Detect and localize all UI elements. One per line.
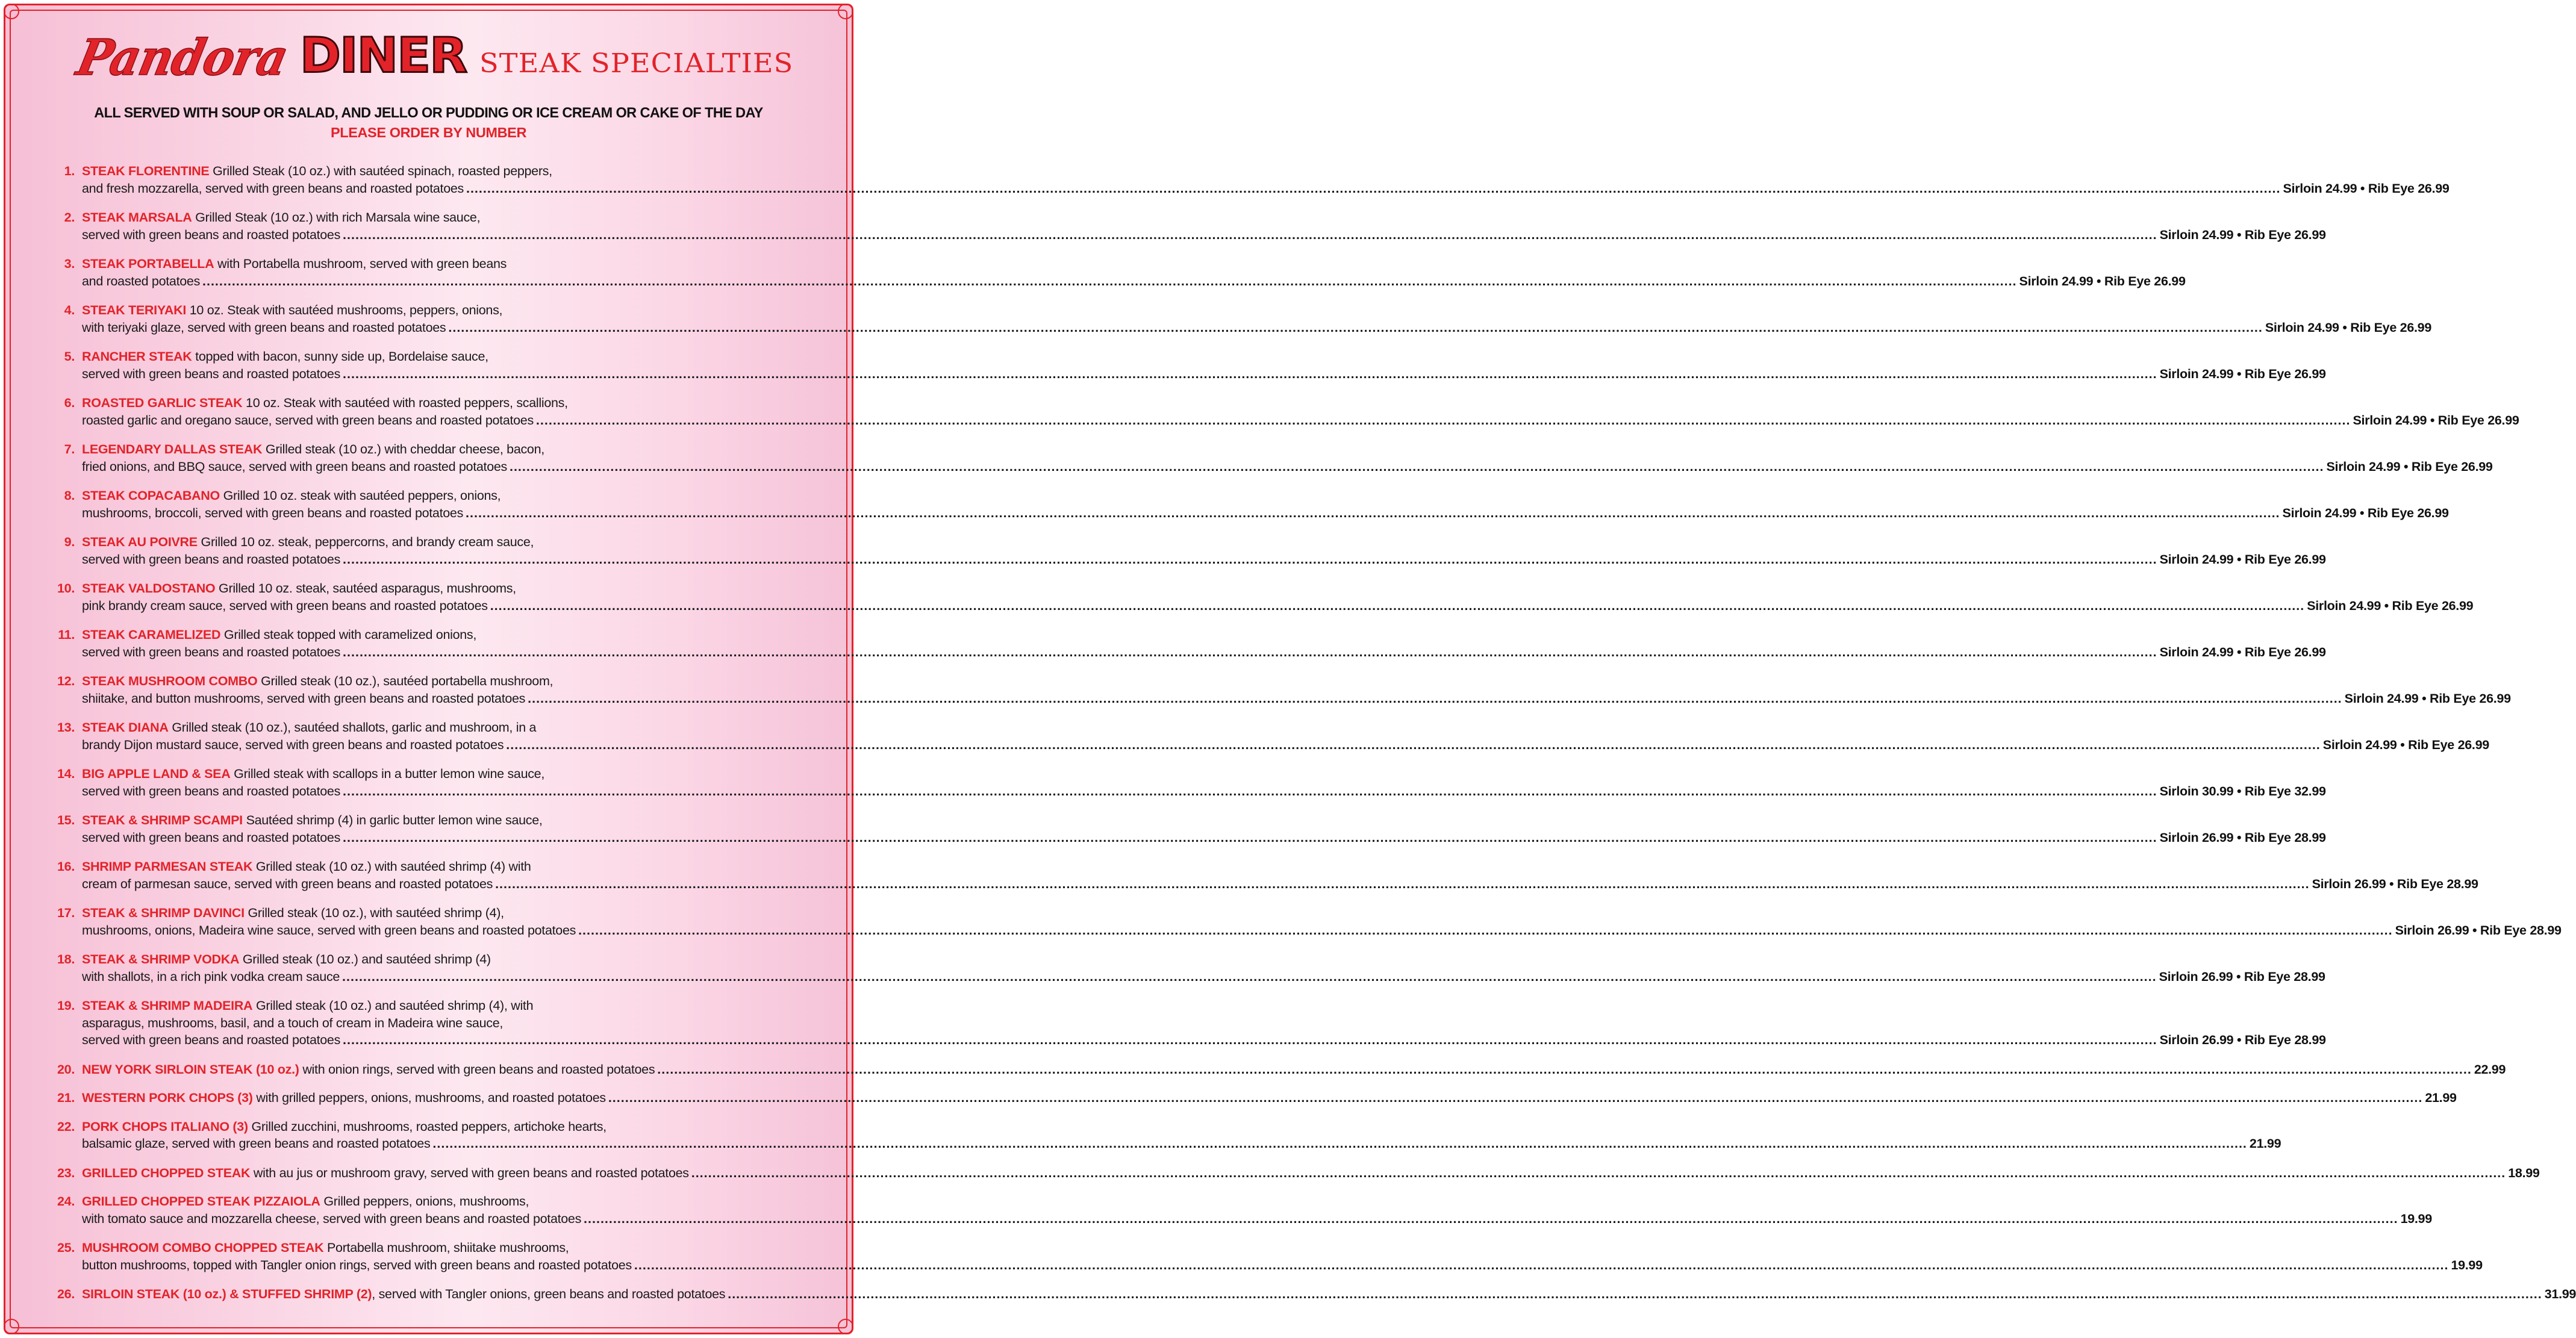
brand-logo-script: Pandora — [72, 28, 293, 87]
item-description-text: served with green beans and roasted potatoes — [82, 366, 341, 381]
dot-leader — [343, 644, 2157, 661]
item-price: Sirloin 24.99 • Rib Eye 26.99 — [2344, 691, 2511, 706]
item-description-line — [82, 673, 2511, 690]
item-price-line — [82, 829, 2326, 847]
item-price: Sirloin 24.99 • Rib Eye 26.99 — [2282, 505, 2449, 520]
item-description — [82, 1165, 689, 1182]
item-body — [82, 1089, 2457, 1107]
item-price-line — [82, 968, 2325, 986]
item-description-text: mushrooms, onions, Madeira wine sauce, served with green beans and roasted potatoes — [82, 923, 576, 938]
item-description-line — [82, 951, 2325, 968]
item-description: with Portabella mushroom, served with green beans — [217, 257, 507, 271]
item-body — [82, 441, 2493, 475]
menu-item — [52, 534, 2326, 568]
item-description-line — [82, 163, 2450, 180]
item-price: Sirloin 24.99 • Rib Eye 26.99 — [2283, 181, 2450, 196]
item-price-line — [82, 783, 2326, 800]
item-number: 8. — [64, 488, 75, 503]
item-description-line — [82, 209, 2326, 226]
menu-item — [52, 951, 2325, 985]
item-number: 19. — [57, 998, 75, 1013]
item-price: Sirloin 26.99 • Rib Eye 28.99 — [2159, 1033, 2326, 1047]
item-body — [82, 1193, 2432, 1227]
item-name: MUSHROOM COMBO CHOPPED STEAK — [82, 1240, 324, 1255]
item-description — [82, 412, 534, 429]
item-body — [82, 580, 2473, 614]
item-name: STEAK MARSALA — [82, 210, 192, 225]
item-price: Sirloin 24.99 • Rib Eye 26.99 — [2322, 737, 2489, 752]
item-price: Sirloin 26.99 • Rib Eye 28.99 — [2159, 969, 2325, 984]
item-body — [82, 812, 2326, 846]
item-description — [82, 1210, 581, 1228]
item-body — [82, 626, 2326, 661]
item-description: Grilled 10 oz. steak, sautéed asparagus, mushrooms, — [219, 581, 516, 596]
item-description-text: with onion rings, served with green beans and roasted potatoes — [302, 1062, 655, 1077]
item-name: RANCHER STEAK — [82, 349, 192, 364]
item-body — [82, 997, 2326, 1049]
item-name: STEAK COPACABANO — [82, 488, 220, 503]
item-name: BIG APPLE LAND & SEA — [82, 767, 231, 781]
item-description — [82, 366, 340, 383]
item-description-line — [82, 580, 2473, 597]
item-description: Grilled steak (10 oz.), with sautéed shrimp (4), — [248, 906, 504, 920]
item-name: STEAK PORTABELLA — [82, 257, 214, 271]
item-description — [82, 1089, 606, 1107]
item-name: SHRIMP PARMESAN STEAK — [82, 859, 253, 874]
item-price: 21.99 — [2425, 1091, 2457, 1105]
item-price-line — [82, 551, 2326, 568]
dot-leader — [448, 319, 2263, 337]
item-body — [82, 255, 2186, 290]
item-description — [82, 319, 446, 337]
item-number: 25. — [57, 1240, 75, 1255]
menu-item — [52, 302, 2431, 336]
item-price: Sirloin 24.99 • Rib Eye 26.99 — [2265, 320, 2431, 335]
item-body — [82, 487, 2449, 521]
dot-leader — [343, 551, 2157, 568]
item-price-line — [82, 1165, 2540, 1182]
item-description-line — [82, 255, 2186, 273]
item-description: Grilled 10 oz. steak with sautéed peppers, onions, — [223, 488, 501, 503]
item-number: 4. — [64, 303, 75, 317]
item-description — [82, 180, 464, 198]
item-description-text: and fresh mozzarella, served with green beans and roasted potatoes — [82, 181, 464, 196]
item-number: 22. — [57, 1119, 75, 1134]
item-description — [82, 273, 200, 290]
menu-item — [52, 348, 2326, 382]
dot-leader — [343, 783, 2157, 800]
item-description-text: served with green beans and roasted potatoes — [82, 644, 341, 659]
menu-item — [52, 997, 2326, 1049]
item-description-text: with shallots, in a rich pink vodka cream sauce — [82, 969, 340, 984]
dot-leader — [202, 273, 2017, 290]
menu-item — [52, 255, 2186, 290]
item-price-line — [82, 1089, 2457, 1107]
dot-leader — [506, 736, 2321, 754]
brand-logo-diner: DINER — [299, 27, 467, 84]
item-description-line — [82, 1193, 2432, 1210]
item-description-text: button mushrooms, topped with Tangler onion rings, served with green beans and roasted potatoes — [82, 1257, 632, 1272]
item-price: Sirloin 24.99 • Rib Eye 26.99 — [2159, 644, 2326, 659]
item-description — [82, 458, 507, 476]
item-description-line — [82, 719, 2489, 736]
menu-item — [52, 673, 2511, 707]
item-description — [82, 876, 493, 893]
item-price: Sirloin 24.99 • Rib Eye 26.99 — [2019, 273, 2186, 288]
item-number: 7. — [64, 442, 75, 456]
dot-leader — [536, 412, 2351, 429]
item-price: 19.99 — [2400, 1211, 2432, 1226]
dot-leader — [528, 690, 2342, 708]
corner-ornament — [4, 1319, 19, 1334]
item-description-text: roasted garlic and oregano sauce, served with green beans and roasted potatoes — [82, 412, 534, 428]
item-body — [82, 1118, 2281, 1153]
item-description-text: fried onions, and BBQ sauce, served with green beans and roasted potatoes — [82, 459, 507, 474]
item-description: Grilled steak (10 oz.) with cheddar cheese, bacon, — [265, 442, 544, 456]
item-price: 22.99 — [2474, 1062, 2506, 1077]
item-number: 18. — [57, 952, 75, 966]
item-number: 3. — [64, 257, 75, 271]
item-description — [82, 783, 340, 800]
item-body — [82, 1165, 2540, 1182]
menu-item — [52, 858, 2478, 892]
dot-leader — [343, 1032, 2157, 1049]
item-description-line — [82, 1239, 2483, 1257]
item-description: Sautéed shrimp (4) in garlic butter lemon wine sauce, — [246, 813, 543, 827]
item-description — [82, 551, 340, 568]
item-price-line — [82, 922, 2562, 939]
dot-leader — [584, 1210, 2398, 1228]
dot-leader — [608, 1089, 2423, 1107]
item-price: Sirloin 26.99 • Rib Eye 28.99 — [2312, 876, 2478, 891]
item-price-line — [82, 412, 2519, 429]
item-name: STEAK CARAMELIZED — [82, 627, 221, 642]
item-price-line — [82, 1257, 2483, 1274]
menu-item — [52, 765, 2326, 800]
menu-item — [52, 1165, 2540, 1182]
item-price-line — [82, 644, 2326, 661]
item-price: Sirloin 24.99 • Rib Eye 26.99 — [2326, 459, 2493, 474]
item-description — [82, 644, 340, 661]
item-description: Grilled steak (10 oz.), sautéed shallots, garlic and mushroom, in a — [172, 720, 537, 735]
item-description: Grilled steak (10 oz.) and sautéed shrimp (4), with — [255, 998, 534, 1013]
item-description — [82, 736, 504, 754]
item-price-line — [82, 1032, 2326, 1049]
item-name: PORK CHOPS ITALIANO (3) — [82, 1119, 248, 1134]
item-number: 17. — [57, 906, 75, 920]
item-body — [82, 765, 2326, 800]
dot-leader — [691, 1165, 2506, 1182]
item-description — [82, 597, 488, 615]
menu-item — [52, 1286, 2576, 1303]
item-price-line — [82, 1135, 2281, 1153]
item-description — [82, 505, 463, 522]
item-description: topped with bacon, sunny side up, Bordelaise sauce, — [195, 349, 488, 364]
dot-leader — [466, 180, 2281, 198]
item-description-text: shiitake, and button mushrooms, served with green beans and roasted potatoes — [82, 691, 526, 706]
item-description-text: served with green beans and roasted potatoes — [82, 227, 341, 242]
item-description — [82, 1061, 655, 1078]
menu-item — [52, 580, 2474, 614]
corner-ornament — [4, 4, 19, 19]
item-number: 14. — [57, 767, 75, 781]
item-description-text: with au jus or mushroom gravy, served with green beans and roasted potatoes — [253, 1165, 689, 1180]
item-name: NEW YORK SIRLOIN STEAK (10 oz.) — [82, 1062, 299, 1077]
item-price-line — [82, 319, 2431, 337]
item-number: 21. — [57, 1091, 75, 1105]
item-number: 10. — [57, 581, 75, 596]
item-description-text: , served with Tangler onions, green beans and roasted potatoes — [372, 1287, 726, 1301]
menu-item — [52, 812, 2326, 846]
item-description-line — [82, 765, 2326, 783]
item-description-text: cream of parmesan sauce, served with green beans and roasted potatoes — [82, 876, 493, 891]
item-body — [82, 163, 2450, 197]
dot-leader — [466, 505, 2280, 522]
item-description-text: balsamic glaze, served with green beans and roasted potatoes — [82, 1136, 431, 1151]
item-price-line — [82, 505, 2449, 522]
item-description — [82, 1257, 632, 1274]
item-price: 18.99 — [2508, 1165, 2540, 1180]
item-number: 1. — [64, 164, 75, 178]
item-body — [82, 719, 2489, 753]
item-price: Sirloin 26.99 • Rib Eye 28.99 — [2159, 830, 2326, 845]
item-price: Sirloin 24.99 • Rib Eye 26.99 — [2353, 412, 2519, 428]
menu-item — [52, 904, 2562, 939]
item-number: 13. — [57, 720, 75, 735]
item-description — [82, 968, 340, 986]
item-price-line — [82, 736, 2489, 754]
item-description-text: brandy Dijon mustard sauce, served with green beans and roasted potatoes — [82, 737, 504, 752]
item-body — [82, 302, 2431, 336]
item-description-line — [82, 487, 2449, 505]
item-description-line — [82, 858, 2478, 876]
item-description-line — [82, 626, 2326, 644]
item-description-line — [82, 302, 2431, 319]
item-description-line — [82, 394, 2519, 412]
item-body — [82, 1239, 2483, 1274]
item-description — [82, 829, 340, 847]
menu-item — [52, 394, 2519, 429]
item-name: STEAK & SHRIMP VODKA — [82, 952, 240, 966]
item-body — [82, 209, 2326, 243]
item-description-text: with tomato sauce and mozzarella cheese, served with green beans and roasted potatoes — [82, 1211, 582, 1226]
dot-leader — [490, 597, 2305, 615]
item-description-text: served with green beans and roasted potatoes — [82, 552, 341, 567]
item-body — [82, 951, 2325, 985]
item-description — [82, 690, 525, 708]
item-price-line — [82, 1210, 2432, 1228]
menu-item — [52, 441, 2493, 475]
dot-leader — [343, 226, 2157, 244]
menu-item — [52, 1239, 2483, 1274]
dot-leader — [510, 458, 2324, 476]
menu-item — [52, 719, 2489, 753]
menu-item — [52, 1089, 2457, 1107]
item-number: 23. — [57, 1165, 75, 1180]
item-description: Grilled steak (10 oz.) with sautéed shrimp (4) with — [255, 859, 531, 874]
item-description — [82, 1286, 725, 1303]
item-name: GRILLED CHOPPED STEAK — [82, 1165, 251, 1180]
order-by-number-note: PLEASE ORDER BY NUMBER — [330, 125, 527, 140]
item-number: 16. — [57, 859, 75, 874]
menu-item — [52, 209, 2326, 243]
item-description-text: with grilled peppers, onions, mushrooms, and roasted potatoes — [256, 1091, 606, 1105]
item-price-line — [82, 273, 2186, 290]
menu-item — [52, 626, 2326, 661]
item-number: 24. — [57, 1194, 75, 1209]
item-name: STEAK FLORENTINE — [82, 164, 210, 178]
menu-item — [52, 1193, 2432, 1227]
item-number: 9. — [64, 535, 75, 549]
item-description — [82, 1135, 430, 1153]
item-body — [82, 904, 2562, 939]
item-price: 31.99 — [2544, 1287, 2576, 1301]
item-price-line — [82, 690, 2511, 708]
dot-leader — [728, 1286, 2542, 1303]
item-description-line — [82, 1118, 2281, 1136]
served-with-notice: ALL SERVED WITH SOUP OR SALAD, AND JELLO OR PUDDING OR ICE CREAM OR CAKE OF THE DAY — [94, 104, 763, 121]
item-price: 21.99 — [2249, 1136, 2281, 1151]
menu-item — [52, 1118, 2281, 1153]
item-description: 10 oz. Steak with sautéed mushrooms, peppers, onions, — [189, 303, 503, 317]
menu-item — [52, 163, 2450, 197]
item-name: STEAK DIANA — [82, 720, 169, 735]
item-description: Grilled steak with scallops in a butter lemon wine sauce, — [234, 767, 545, 781]
item-name: STEAK AU POIVRE — [82, 535, 198, 549]
item-number: 20. — [57, 1062, 75, 1077]
item-description: Grilled steak (10 oz.) and sautéed shrimp (4) — [242, 952, 491, 966]
item-name: ROASTED GARLIC STEAK — [82, 396, 243, 410]
item-description-line — [82, 812, 2326, 829]
dot-leader — [432, 1135, 2247, 1153]
item-description — [82, 226, 340, 244]
item-price-line — [82, 366, 2326, 383]
item-body — [82, 1286, 2576, 1303]
item-number: 15. — [57, 813, 75, 827]
item-price: Sirloin 24.99 • Rib Eye 26.99 — [2307, 598, 2474, 613]
item-body — [82, 673, 2511, 707]
item-price-line — [82, 597, 2473, 615]
menu-header — [0, 27, 857, 87]
item-description: Grilled Steak (10 oz.) with rich Marsala wine sauce, — [195, 210, 481, 225]
item-name: STEAK & SHRIMP SCAMPI — [82, 813, 243, 827]
item-description — [82, 922, 576, 939]
item-name: STEAK VALDOSTANO — [82, 581, 216, 596]
item-price: Sirloin 26.99 • Rib Eye 28.99 — [2395, 923, 2562, 938]
item-name: LEGENDARY DALLAS STEAK — [82, 442, 263, 456]
item-description-text: pink brandy cream sauce, served with green beans and roasted potatoes — [82, 598, 488, 613]
item-description-line: asparagus, mushrooms, basil, and a touch of cream in Madeira wine sauce, — [82, 1015, 504, 1030]
item-price-line — [82, 876, 2478, 893]
item-description-text: with teriyaki glaze, served with green beans and roasted potatoes — [82, 320, 446, 335]
item-body — [82, 348, 2326, 382]
menu-list — [52, 163, 2576, 1315]
item-name: STEAK TERIYAKI — [82, 303, 187, 317]
item-description-text: mushrooms, broccoli, served with green beans and roasted potatoes — [82, 505, 464, 520]
item-name: WESTERN PORK CHOPS (3) — [82, 1091, 253, 1105]
item-price-line — [82, 226, 2326, 244]
item-description: 10 oz. Steak with sautéed with roasted peppers, scallions, — [246, 396, 568, 410]
item-description: Grilled peppers, onions, mushrooms, — [323, 1194, 529, 1209]
dot-leader — [634, 1257, 2449, 1274]
menu-item — [52, 487, 2449, 521]
item-name: STEAK & SHRIMP DAVINCI — [82, 906, 245, 920]
dot-leader — [343, 366, 2157, 383]
item-name: GRILLED CHOPPED STEAK PIZZAIOLA — [82, 1194, 320, 1209]
item-body — [82, 858, 2478, 892]
item-description: Grilled zucchini, mushrooms, roasted peppers, artichoke hearts, — [251, 1119, 607, 1134]
item-price: 19.99 — [2451, 1257, 2483, 1272]
item-price-line — [82, 1061, 2506, 1078]
item-description: Portabella mushroom, shiitake mushrooms, — [327, 1240, 569, 1255]
item-description-text: served with green beans and roasted potatoes — [82, 830, 341, 845]
item-name: STEAK MUSHROOM COMBO — [82, 674, 258, 688]
dot-leader — [657, 1061, 2472, 1078]
item-description: Grilled 10 oz. steak, peppercorns, and brandy cream sauce, — [201, 535, 534, 549]
item-price-line — [82, 180, 2450, 198]
item-price-line — [82, 1286, 2576, 1303]
menu-item — [52, 1061, 2506, 1078]
item-description — [82, 1032, 340, 1049]
item-body — [82, 1061, 2506, 1078]
item-number: 12. — [57, 674, 75, 688]
item-description-line — [82, 534, 2326, 551]
item-price: Sirloin 30.99 • Rib Eye 32.99 — [2159, 783, 2326, 798]
item-price: Sirloin 24.99 • Rib Eye 26.99 — [2159, 227, 2326, 242]
item-description-text: and roasted potatoes — [82, 273, 201, 288]
item-description: Grilled steak topped with caramelized onions, — [223, 627, 477, 642]
item-price: Sirloin 24.99 • Rib Eye 26.99 — [2159, 366, 2326, 381]
item-description: Grilled steak (10 oz.), sautéed portabella mushroom, — [261, 674, 554, 688]
corner-ornament — [838, 4, 853, 19]
corner-ornament — [838, 1319, 853, 1334]
item-number: 26. — [57, 1287, 75, 1301]
item-description-line — [82, 441, 2493, 458]
item-description-line — [82, 997, 2326, 1015]
item-price: Sirloin 24.99 • Rib Eye 26.99 — [2159, 552, 2326, 567]
dot-leader — [495, 876, 2310, 893]
item-body — [82, 534, 2326, 568]
item-description-text: served with green beans and roasted potatoes — [82, 783, 341, 798]
section-title: STEAK SPECIALTIES — [479, 48, 794, 79]
item-name: SIRLOIN STEAK (10 oz.) & STUFFED SHRIMP (2) — [82, 1287, 372, 1301]
item-description-line — [82, 348, 2326, 366]
dot-leader — [343, 829, 2157, 847]
item-number: 6. — [64, 396, 75, 410]
item-number: 5. — [64, 349, 75, 364]
item-price-line — [82, 458, 2493, 476]
item-name: STEAK & SHRIMP MADEIRA — [82, 998, 253, 1013]
dot-leader — [342, 968, 2157, 986]
item-number: 2. — [64, 210, 75, 225]
dot-leader — [578, 922, 2393, 939]
item-description-text: served with green beans and roasted potatoes — [82, 1033, 341, 1047]
item-number: 11. — [58, 627, 75, 642]
item-description: Grilled Steak (10 oz.) with sautéed spinach, roasted peppers, — [213, 164, 552, 178]
item-body — [82, 394, 2519, 429]
item-description-line — [82, 904, 2562, 922]
